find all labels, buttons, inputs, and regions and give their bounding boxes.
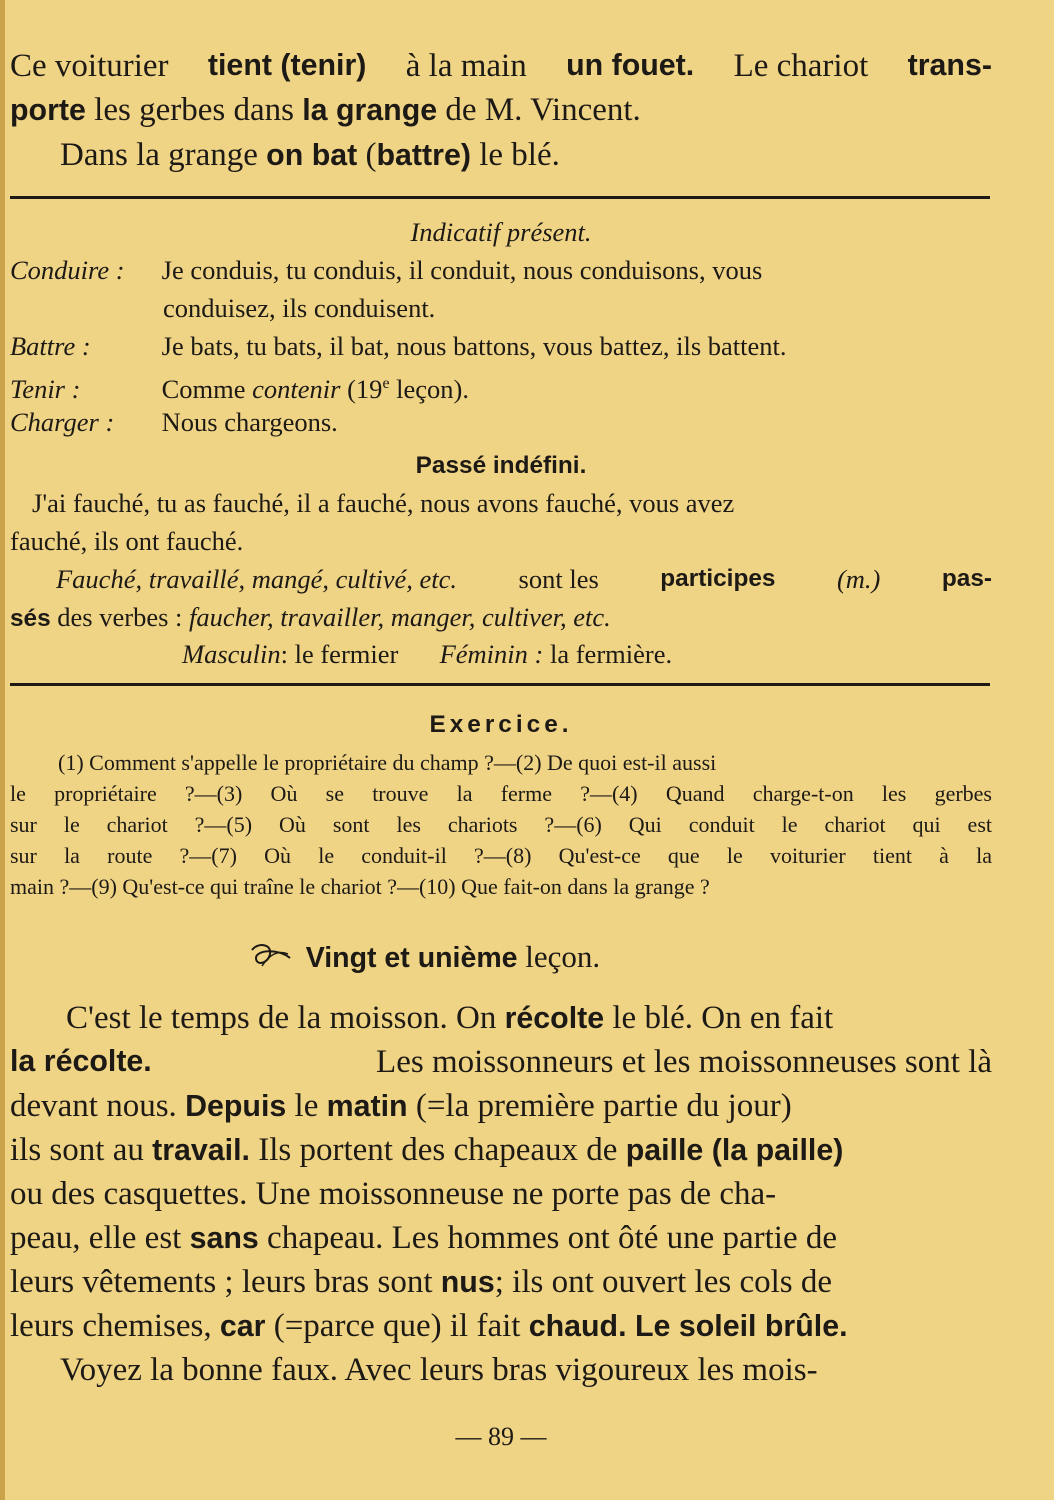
text: leçon).: [396, 373, 469, 404]
text-line: [10, 1260, 992, 1305]
bold-term: pas-: [941, 565, 992, 592]
text: (19: [347, 373, 383, 404]
text-line: [10, 635, 1054, 673]
italic-term: Fauché, travaillé, mangé, cultivé, etc.: [56, 564, 458, 594]
text: peau, elle est: [10, 1220, 182, 1256]
text: : le fermier: [280, 639, 399, 669]
text: (: [365, 137, 377, 173]
text-line: fauché, ils ont fauché.: [10, 526, 244, 556]
text-line: Voyez la bonne faux. Avec leurs bras vigoureux les mois-: [60, 1352, 818, 1388]
conjugation-row: [10, 365, 992, 408]
text: la fermière.: [549, 639, 673, 669]
bold-term: car: [219, 1310, 266, 1343]
italic-term: Masculin: [182, 639, 281, 669]
conjugation-text: Je bats, tu bats, il bat, nous battons, vous battez, ils battent.: [161, 331, 787, 361]
conjugation-text: Nous chargeons.: [161, 407, 338, 437]
lesson-title-bold: Vingt et unième: [305, 942, 518, 974]
text: (=la première partie du jour): [415, 1088, 792, 1124]
text: à la main: [405, 48, 527, 84]
passe-title: Passé indéfini.: [415, 452, 587, 479]
text: Ce voiturier: [10, 48, 169, 84]
text-line: ou des casquettes. Une moissonneuse ne porte pas de cha-: [10, 1176, 777, 1212]
conjugation-row: [10, 289, 1054, 327]
exercise-line: sur la route ?—(7) Où le conduit-il ?—(8) Qu'est-ce que le voiturier tient à la: [10, 843, 992, 868]
text: Les moissonneurs et les moissonneuses sont là: [376, 1044, 992, 1080]
text-line: [10, 44, 992, 88]
text-line: [10, 1304, 992, 1349]
verb-label: Conduire :: [10, 255, 125, 285]
text-line: [10, 560, 992, 598]
text: Ils portent des chapeaux de: [258, 1132, 618, 1168]
bold-term: Depuis: [185, 1090, 287, 1123]
text: le: [294, 1088, 319, 1124]
bold-term: la récolte.: [10, 1045, 152, 1078]
text: leurs vêtements ; leurs bras sont: [10, 1264, 433, 1300]
bold-term: matin: [326, 1090, 408, 1123]
divider: [10, 683, 990, 686]
bold-term: paille (la paille): [625, 1134, 844, 1167]
text: leurs chemises,: [10, 1308, 212, 1344]
conjugation-row: [10, 251, 992, 289]
bold-term: tient (tenir): [207, 49, 367, 82]
page-number: — 89 —: [455, 1422, 547, 1451]
exercice-title: Exercice.: [429, 711, 573, 738]
lesson-title: [10, 935, 1054, 982]
bold-term: participes: [660, 565, 776, 592]
section-title: Indicatif présent.: [410, 217, 592, 247]
ornament-icon: [248, 938, 298, 982]
verb-label: Battre :: [10, 331, 91, 361]
exercise-line: le propriétaire ?—(3) Où se trouve la ferme ?—(4) Quand charge-t-on les gerbes: [10, 781, 992, 806]
text: Comme: [161, 373, 246, 404]
text: des verbes :: [57, 602, 183, 632]
conjugation-text: Je conduis, tu conduis, il conduit, nous conduisons, vous: [161, 255, 763, 285]
text: le blé.: [479, 137, 560, 173]
bold-term: sans: [189, 1222, 259, 1255]
bold-term: on bat: [266, 139, 358, 172]
bold-term: porte: [10, 94, 86, 127]
bold-term: un fouet.: [566, 49, 695, 82]
text: Dans la grange: [60, 137, 258, 173]
lesson-title-rest: leçon.: [525, 939, 601, 974]
text: chapeau. Les hommes ont ôté une partie de: [267, 1220, 838, 1256]
conjugation-row: [10, 403, 992, 441]
bold-term: la grange: [302, 94, 438, 127]
text-line: [10, 1084, 992, 1129]
text: devant nous.: [10, 1088, 177, 1124]
section-title: [10, 704, 992, 744]
bold-term: récolte: [504, 1002, 605, 1035]
bold-term: chaud. Le soleil brûle.: [528, 1310, 848, 1343]
text-line: J'ai fauché, tu as fauché, il a fauché, nous avons fauché, vous avez: [32, 488, 735, 518]
page-edge: [0, 0, 5, 1500]
bold-term: trans-: [907, 49, 992, 82]
text-line: [10, 598, 992, 638]
book-page: [10, 0, 992, 1500]
text-line: [10, 996, 992, 1041]
bold-term: travail.: [152, 1134, 250, 1167]
text: (=parce que) il fait: [273, 1308, 521, 1344]
verb-label: Charger :: [10, 407, 115, 437]
section-title: [10, 445, 992, 485]
exercise-line: (1) Comment s'appelle le propriétaire du champ ?—(2) De quoi est-il aussi: [58, 750, 717, 775]
text: C'est le temps de la moisson. On: [66, 1000, 497, 1036]
divider: [10, 196, 990, 199]
exercise-line: sur le chariot ?—(5) Où sont les chariots ?—(6) Qui conduit le chariot qui est: [10, 812, 992, 837]
bold-term: sés: [10, 605, 51, 632]
text: Le chariot: [733, 48, 869, 84]
exercise-line: main ?—(9) Qu'est-ce qui traîne le chariot ?—(10) Que fait-on dans la grange ?: [10, 874, 710, 899]
text-line: [10, 1216, 992, 1261]
text: ils sont au: [10, 1132, 144, 1168]
text: sont les: [518, 564, 599, 594]
italic-term: contenir: [252, 373, 341, 404]
text: ; ils ont ouvert les cols de: [494, 1264, 833, 1300]
conjugation-text: conduisez, ils conduisent.: [163, 293, 436, 323]
verb-label: Tenir :: [10, 373, 81, 404]
italic-term: Féminin :: [439, 639, 544, 669]
text: de M. Vincent.: [445, 92, 641, 128]
text: le blé. On en fait: [612, 1000, 834, 1036]
text-line: [10, 133, 1042, 178]
text-line: [10, 1040, 992, 1084]
bold-term: nus: [440, 1266, 495, 1299]
text: les gerbes dans: [94, 92, 294, 128]
italic-term: (m.): [836, 564, 881, 594]
italic-term: faucher, travailler, manger, cultiver, etc.: [189, 602, 611, 632]
conjugation-row: [10, 327, 992, 365]
text-line: [10, 88, 992, 133]
superscript: e: [382, 375, 390, 392]
bold-term: battre): [376, 139, 471, 172]
text-line: [10, 1128, 992, 1173]
